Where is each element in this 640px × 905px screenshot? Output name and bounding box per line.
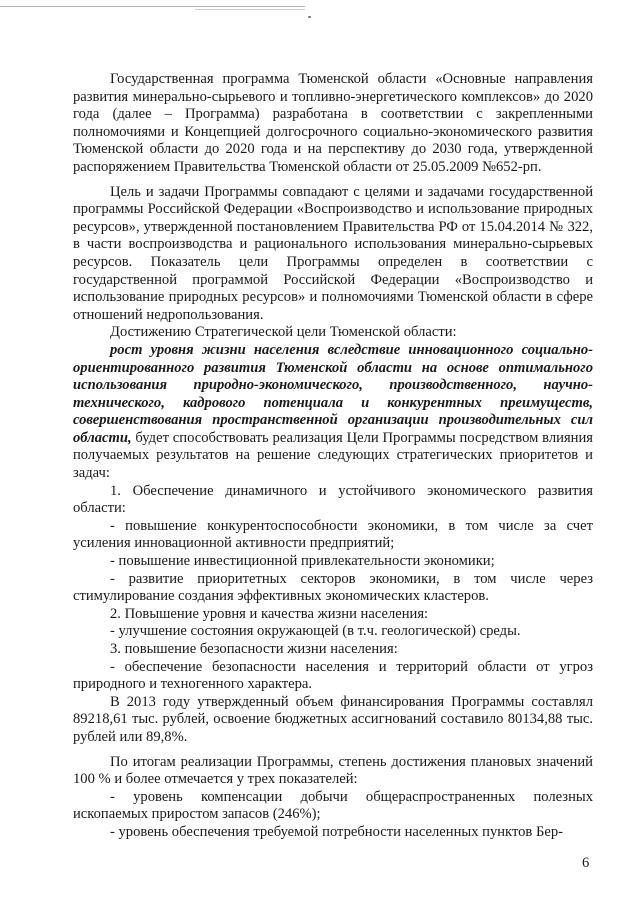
result-item-2: - уровень обеспечения требуемой потребности населенных пунктов Бер- xyxy=(110,823,563,840)
paragraph-program-intro: Государственная программа Тюменской области «Основные направления развития минерально-сырьевого и топливно-энергетического комплексов» до 2020 года (далее – Программа) разработана в соответствии с закрепленными полномочиями и Концепцией долгосрочного социально-экономического развития Тюменской области до 2020 года и на перспективу до 2030 года, утвержденной распоряжением Правительства Тюменской области от 25.05.2009 №652-рп. xyxy=(73,71,593,175)
priority-2: 2. Повышение уровня и качества жизни населения: xyxy=(110,605,429,622)
scan-speck xyxy=(308,16,311,18)
priority-2-item-1: - улучшение состояния окружающей (в т.ч. геологической) среды. xyxy=(110,623,521,640)
paragraph-results: По итогам реализации Программы, степень достижения плановых значений 100 % и более отмечается у трех показателей: xyxy=(73,753,593,788)
strategic-goal-rest: будет способствовать реализация Цели Программы посредством влияния получаемых результатов на решение следующих стратегических приоритетов и задач: xyxy=(73,429,593,482)
document-body xyxy=(73,71,593,842)
result-item-1: - уровень компенсации добычи общераспространенных полезных ископаемых приростом запасов (246%); xyxy=(73,788,593,823)
priority-1-item-2: - повышение инвестиционной привлекательности экономики; xyxy=(110,553,495,570)
strategic-goal-bold: рост уровня жизни населения вследствие инновационного социально-ориентированного развития Тюменской области на основе оптимального использования природно-экономического, производственного, научно-технического, кадрового потенциала и конкурентных преимуществ, совершенствования пространственной организации производительных сил области, xyxy=(73,341,593,446)
priority-3-item-1: - обеспечение безопасности населения и территорий области от угроз природного и техногенного характера. xyxy=(73,658,593,693)
priority-1-item-3: - развитие приоритетных секторов экономики, в том числе через стимулирование создания эффективных экономических кластеров. xyxy=(73,570,593,605)
scan-edge-line-short xyxy=(195,9,305,10)
scan-edge-line xyxy=(0,6,305,7)
priority-3: 3. повышение безопасности жизни населения: xyxy=(110,641,398,657)
paragraph-strategic-goal: Достижению Стратегической цели Тюменской области: xyxy=(110,324,457,341)
page-number: 6 xyxy=(582,855,590,871)
priority-1: 1. Обеспечение динамичного и устойчивого экономического развития области: xyxy=(73,482,593,517)
paragraph-goals: Цель и задачи Программы совпадают с целями и задачами государственной программы Российской Федерации «Воспроизводство и использование природных ресурсов», утвержденной постановлением Правительства РФ от 15.04.2014 № 322, в части воспроизводства и рационального использования минерально-сырьевых ресурсов. Показатель цели Программы определен в соответствии с государственной программой Российской Федерации «Воспроизводство и использование природных ресурсов» и полномочиями Тюменской области в сфере отношений недропользования. xyxy=(73,183,593,323)
paragraph-strategic-goal-text xyxy=(73,342,593,483)
priority-1-item-1: - повышение конкурентоспособности экономики, в том числе за счет усиления инновационной активности предприятий; xyxy=(73,517,593,552)
paragraph-financing: В 2013 году утвержденный объем финансирования Программы составлял 89218,61 тыс. рублей, освоение бюджетных ассигнований составило 80134,88 тыс. рублей или 89,8%. xyxy=(73,693,593,745)
